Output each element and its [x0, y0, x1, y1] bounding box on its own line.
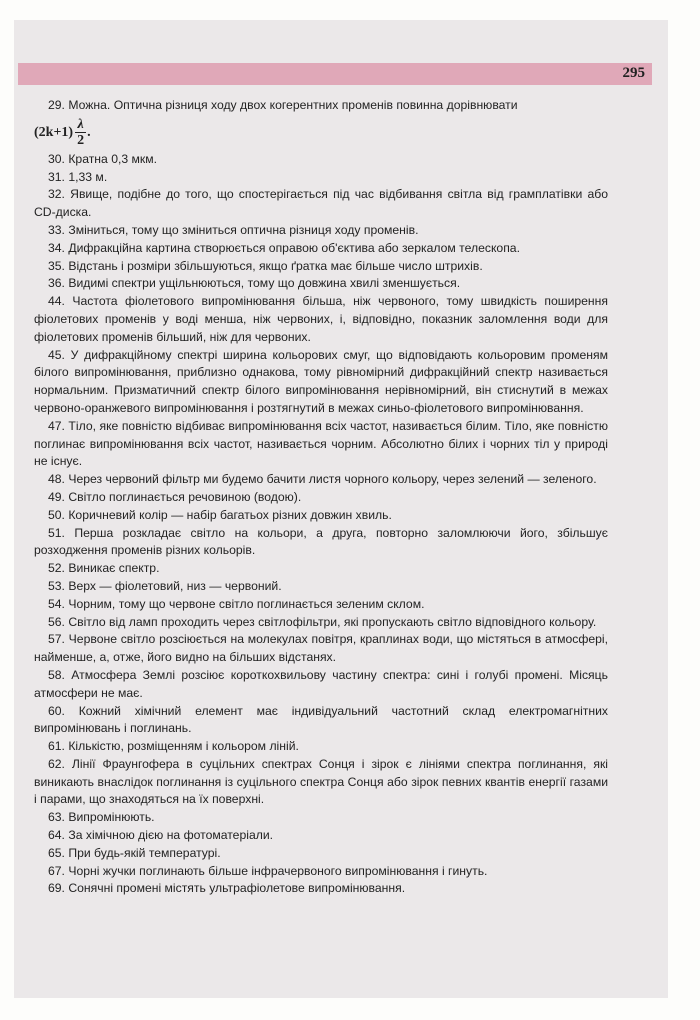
answer-64: 64. За хімічною дією на фотоматеріали. — [48, 828, 274, 843]
formula-fraction — [75, 117, 86, 148]
answer-48: 48. Через червоний фільтр ми будемо бачити листя чорного кольору, через зелений — зеленого. — [48, 472, 597, 487]
answer-51: 51. Перша розкладає світло на кольори, а друга, повторно заломлюючи його, збільшує розходження променів різних кольорів. — [34, 525, 608, 558]
answer-67: 67. Чорні жучки поглинають більше інфрачервоного випромінювання і гинуть. — [48, 863, 488, 878]
answer-33: 33. Зміниться, тому що зміниться оптична різниця ходу променів. — [48, 222, 419, 237]
answer-44: 44. Частота фіолетового випромінювання більша, ніж червоного, тому швидкість поширення фіолетових променів у воді менша, ніж червоних, і, відповідно, показник заломлення води для фіолетових променів більший, ніж для червоних. — [34, 294, 608, 344]
answer-35: 35. Відстань і розміри збільшуються, якщо ґратка має більше число штрихів. — [48, 258, 483, 273]
answer-50: 50. Коричневий колір — набір багатьох різних довжин хвиль. — [48, 507, 392, 522]
answer-29: 29. Можна. Оптична різниця ходу двох когерентних променів повинна дорівнювати — [48, 98, 518, 112]
answer-54: 54. Чорним, тому що червоне світло поглинається зеленим склом. — [48, 596, 425, 611]
answer-57: 57. Червоне світло розсіюється на молекулах повітря, краплинах води, що містяться в атмосфері, найменше, а, отже, його видно на більших відстанях. — [34, 632, 608, 665]
answer-63: 63. Випромінюють. — [48, 810, 155, 825]
answer-32: 32. Явище, подібне до того, що спостерігається під час відбивання світла від грамплатівки або CD-диска. — [34, 187, 608, 220]
answer-58: 58. Атмосфера Землі розсіює короткохвильову частину спектра: сині і голубі промені. Місяць атмосфери не має. — [34, 667, 608, 700]
page-header-band — [18, 63, 652, 85]
formula-denominator: 2 — [77, 133, 85, 149]
answer-52: 52. Виникає спектр. — [48, 561, 160, 576]
answer-56: 56. Світло від ламп проходить через світлофільтри, які пропускають світло відповідного кольору. — [48, 614, 597, 629]
answers-text — [34, 97, 608, 898]
answer-53: 53. Верх — фіолетовий, низ — червоний. — [48, 578, 282, 593]
page-number: 295 — [622, 65, 645, 81]
answer-36: 36. Видимі спектри ущільнюються, тому що довжина хвилі зменшується. — [48, 276, 461, 291]
answer-31: 31. 1,33 м. — [48, 169, 108, 184]
formula — [34, 115, 608, 151]
answer-45: 45. У дифракційному спектрі ширина кольорових смуг, що відповідають кольоровим променям білого випромінювання, приблизно однакова, тому рівномірний дифракційний спектр називається нормальним. Призматичний спектр білого випромінювання нерівномірний, він стиснутий в межах червоно-оранжевого випромінювання і розтягнутий в межах синьо-фіолетового випромінювання. — [34, 347, 608, 415]
answer-30: 30. Кратна 0,3 мкм. — [48, 151, 157, 166]
answer-65: 65. При будь-якій температурі. — [48, 845, 221, 860]
answer-47: 47. Тіло, яке повністю відбиває випромінювання всіх частот, називається білим. Тіло, яке повністю поглинає випромінювання всіх частот, називається чорним. Абсолютно білих і чорних тіл у природі не існує. — [34, 418, 608, 469]
answer-49: 49. Світло поглинається речовиною (водою). — [48, 489, 302, 504]
answer-60: 60. Кожний хімічний елемент має індивідуальний частотний склад електромагнітних випромінювань і поглинань. — [34, 703, 608, 736]
formula-tail: . — [87, 124, 91, 140]
answer-62: 62. Лінії Фраунгофера в суцільних спектрах Сонця і зірок є лініями спектра поглинання, які виникають внаслідок поглинання із суцільного спектра Сонця або зірок певних квантів енергії газами і парами, що знаходяться на їх поверхні. — [34, 756, 608, 807]
answer-69: 69. Сонячні промені містять ультрафіолетове випромінювання. — [48, 881, 406, 896]
answer-34: 34. Дифракційна картина створюється оправою об'єктива або зеркалом телескопа. — [48, 240, 520, 255]
formula-lhs: (2k+1) — [34, 124, 74, 140]
formula-numerator: λ — [77, 117, 84, 133]
answer-61: 61. Кількістю, розміщенням і кольором ліній. — [48, 739, 299, 754]
